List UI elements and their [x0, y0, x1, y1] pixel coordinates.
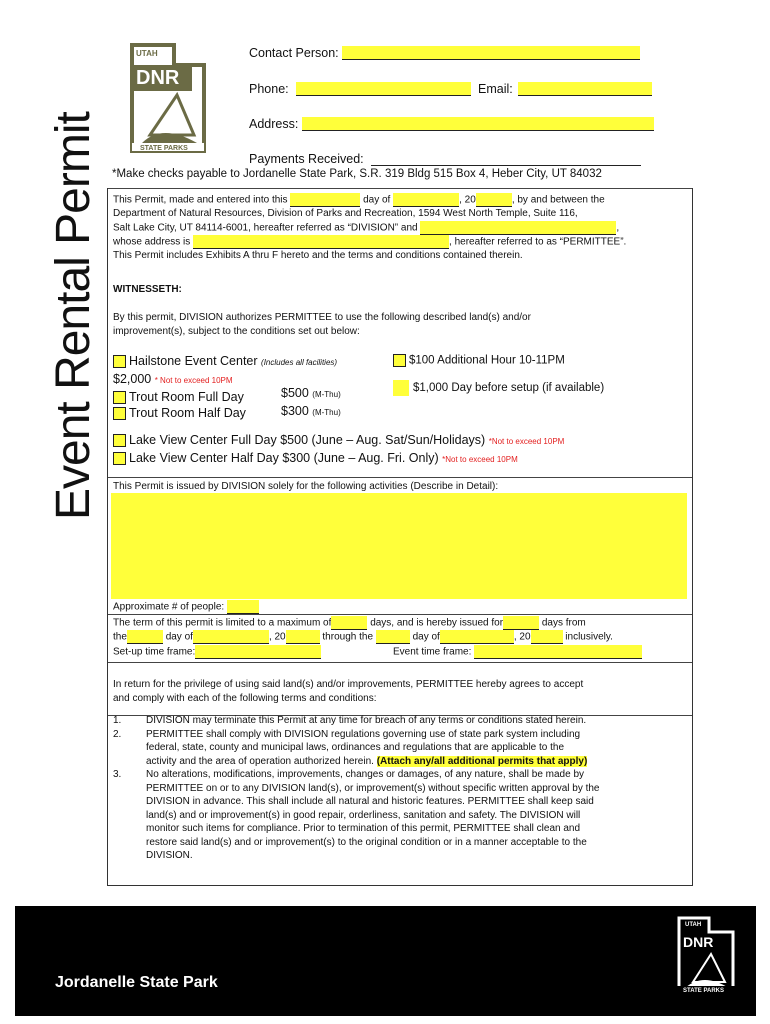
end-day-field[interactable]: [376, 630, 410, 644]
max-days-field[interactable]: [331, 616, 367, 630]
lake-options: [113, 432, 564, 468]
trout-half-days: (M-Thu): [312, 408, 341, 417]
trout-full-label: Trout Room Full Day: [129, 390, 244, 404]
term-line2b: day of: [165, 631, 193, 643]
condition-line: activity and the area of operation authorized herein.: [146, 755, 374, 767]
footer-logo-top: UTAH: [685, 922, 702, 928]
contact-field[interactable]: [342, 46, 640, 60]
end-month-field[interactable]: [440, 630, 514, 644]
term-line1a: The term of this permit is limited to a maximum of: [113, 617, 332, 629]
intro-line3a: Salt Lake City, UT 84114-6001, hereafter referred as “DIVISION” and: [113, 222, 418, 233]
address-label: Address:: [249, 117, 299, 131]
hailstone-checkbox[interactable]: [113, 355, 126, 368]
start-month-field[interactable]: [193, 630, 269, 644]
intro-line4b: , hereafter referred to as “PERMITTEE”.: [449, 236, 627, 247]
logo-bottom-text: STATE PARKS: [140, 145, 188, 152]
lake-full-label: Lake View Center Full Day $500 (June – Aug. Sat/Sun/Holidays): [129, 433, 486, 447]
condition-line: PERMITTEE on or to any DIVISION land(s), or improvement(s) without specific written approval by the: [146, 782, 600, 794]
people-field[interactable]: [227, 600, 259, 614]
witnesseth-line2: improvement(s), subject to the conditions set out below:: [113, 325, 360, 337]
lake-half-checkbox[interactable]: [113, 452, 126, 465]
hailstone-limit: * Not to exceed 10PM: [154, 376, 233, 385]
condition-line: federal, state, county and municipal laws, ordinances and regulations that are applicable to the: [146, 742, 565, 753]
payments-label: Payments Received:: [249, 152, 364, 166]
trout-full-price: $500: [281, 386, 309, 400]
condition-item-3: [113, 768, 685, 863]
extra-hour-label: $100 Additional Hour 10-11PM: [409, 354, 565, 367]
intro-line3b: ,: [616, 222, 620, 233]
extra-hour-checkbox[interactable]: [393, 354, 406, 367]
intro-line5: This Permit includes Exhibits A thru F hereto and the terms and conditions contained therein.: [113, 249, 523, 261]
footer-dnr-logo: [673, 916, 739, 998]
day-field[interactable]: [290, 193, 360, 207]
conditions-intro2: and comply with each of the following terms and conditions:: [113, 692, 377, 704]
event-label: Event time frame:: [393, 646, 472, 658]
permittee-address-field[interactable]: [193, 235, 449, 249]
condition-item-2: [113, 728, 685, 769]
lake-full-checkbox[interactable]: [113, 434, 126, 447]
phone-field[interactable]: [296, 82, 471, 96]
condition-line: DIVISION.: [146, 850, 193, 861]
day-before-option: [393, 380, 604, 396]
intro-line1c: , 20: [459, 194, 476, 206]
page-title: Event Rental Permit: [47, 112, 100, 520]
address-field[interactable]: [302, 117, 654, 131]
intro-line2: Department of Natural Resources, Division of Parks and Recreation, 1594 West North Temple, Suite 116,: [113, 208, 578, 219]
logo-middle-text: DNR: [136, 67, 180, 89]
condition-bold-note: (Attach any/all additional permits that apply): [376, 755, 588, 767]
term-line1b: days, and is hereby issued for: [370, 617, 504, 629]
extra-hour-option: [393, 354, 565, 367]
intro-line4a: whose address is: [113, 236, 191, 247]
lake-half-limit: *Not to exceed 10PM: [442, 455, 518, 464]
phone-label: Phone:: [249, 82, 289, 96]
trout-half-checkbox[interactable]: [113, 407, 126, 420]
term-line2g: inclusively.: [565, 631, 613, 643]
condition-line: restore said land(s) and or improvement(s) to the original condition or in a manner acceptable to the: [146, 836, 587, 848]
setup-row: [113, 645, 321, 659]
footer-logo-middle: DNR: [683, 934, 714, 950]
term-line1c: days from: [541, 617, 586, 629]
day-before-checkbox[interactable]: [393, 380, 409, 396]
setup-field[interactable]: [195, 645, 321, 659]
activities-textarea[interactable]: [111, 493, 687, 599]
term-line2f: , 20: [513, 631, 531, 643]
footer-logo-bottom: STATE PARKS: [683, 988, 725, 994]
lake-half-label: Lake View Center Half Day $300 (June – Aug. Fri. Only): [129, 451, 439, 465]
month-field[interactable]: [393, 193, 459, 207]
checks-note: *Make checks payable to Jordanelle State Park, S.R. 319 Bldg 515 Box 4, Heber City, UT 84032: [112, 168, 602, 180]
phone-row: [249, 82, 471, 96]
logo-top-text: UTAH: [136, 49, 158, 58]
year-field[interactable]: [476, 193, 512, 207]
trout-half-label: Trout Room Half Day: [129, 406, 246, 420]
condition-num: 2.: [113, 728, 122, 740]
contact-row: [249, 46, 640, 60]
conditions-list: [113, 714, 685, 863]
dnr-logo: [122, 43, 212, 155]
permittee-name-field[interactable]: [420, 221, 616, 235]
event-field[interactable]: [474, 645, 642, 659]
condition-line: No alterations, modifications, improvements, changes or damages, of any nature, shall be made by: [146, 769, 585, 780]
email-label: Email:: [478, 82, 513, 96]
condition-num: 1.: [113, 715, 122, 726]
activities-label: This Permit is issued by DIVISION solely for the following activities (Describe in Detail):: [113, 481, 499, 492]
term-line2c: , 20: [268, 631, 286, 643]
witnesseth-line1: By this permit, DIVISION authorizes PERMITTEE to use the following described land(s) and/or: [113, 312, 531, 323]
email-field[interactable]: [518, 82, 652, 96]
intro-line1b: day of: [363, 194, 391, 206]
footer-bar: [15, 906, 756, 1016]
condition-num: 3.: [113, 769, 122, 780]
conditions-intro: [113, 678, 583, 705]
start-day-field[interactable]: [127, 630, 163, 644]
witnesseth-text: [113, 311, 531, 338]
end-year-field[interactable]: [531, 630, 563, 644]
term-line2e: day of: [412, 631, 440, 643]
condition-line: DIVISION may terminate this Permit at any time for breach of any terms or conditions stated herein.: [146, 715, 587, 726]
condition-line: DIVISION in advance. This shall include all natural and historic features. PERMITTEE shall keep said: [146, 796, 594, 807]
term-text: [113, 616, 613, 644]
start-year-field[interactable]: [286, 630, 320, 644]
address-row: [249, 117, 654, 131]
term-line2a: the: [113, 631, 127, 643]
trout-full-checkbox[interactable]: [113, 391, 126, 404]
condition-line: land(s) and or improvement(s) in good repair, orderliness, sanitation and safety. The DIVISION will: [146, 809, 581, 821]
intro-line1d: , by and between the: [511, 194, 605, 206]
contact-label: Contact Person:: [249, 46, 339, 60]
hailstone-price: $2,000: [113, 372, 152, 386]
issued-days-field[interactable]: [503, 616, 539, 630]
email-row: [478, 82, 652, 96]
intro-line1a: This Permit, made and entered into this: [113, 194, 288, 206]
payments-field[interactable]: [371, 153, 641, 166]
intro-text: [113, 193, 691, 262]
term-line2d: through the: [322, 631, 374, 643]
hailstone-note: (Includes all facilities): [261, 358, 338, 367]
hailstone-label: Hailstone Event Center: [129, 354, 258, 368]
people-row: [113, 600, 259, 614]
trout-prices: [281, 385, 341, 421]
condition-item-1: [113, 714, 685, 728]
setup-label: Set-up time frame:: [113, 646, 196, 658]
footer-park-name: Jordanelle State Park: [55, 974, 218, 991]
day-before-label: $1,000 Day before setup (if available): [413, 382, 605, 395]
event-row: [393, 645, 642, 659]
payments-row: [249, 152, 641, 166]
conditions-intro1: In return for the privilege of using said land(s) and/or improvements, PERMITTEE hereby agrees to accept: [113, 679, 584, 690]
condition-line: PERMITTEE shall comply with DIVISION regulations governing use of state park system including: [146, 728, 581, 740]
trout-full-days: (M-Thu): [312, 390, 341, 399]
people-label: Approximate # of people:: [113, 601, 225, 613]
witnesseth-heading: WITNESSETH:: [113, 284, 182, 295]
condition-line: monitor such items for compliance. Prior to termination of this permit, PERMITTEE shall clean and: [146, 823, 581, 834]
lake-full-limit: *Not to exceed 10PM: [488, 437, 565, 446]
trout-half-price: $300: [281, 404, 309, 418]
